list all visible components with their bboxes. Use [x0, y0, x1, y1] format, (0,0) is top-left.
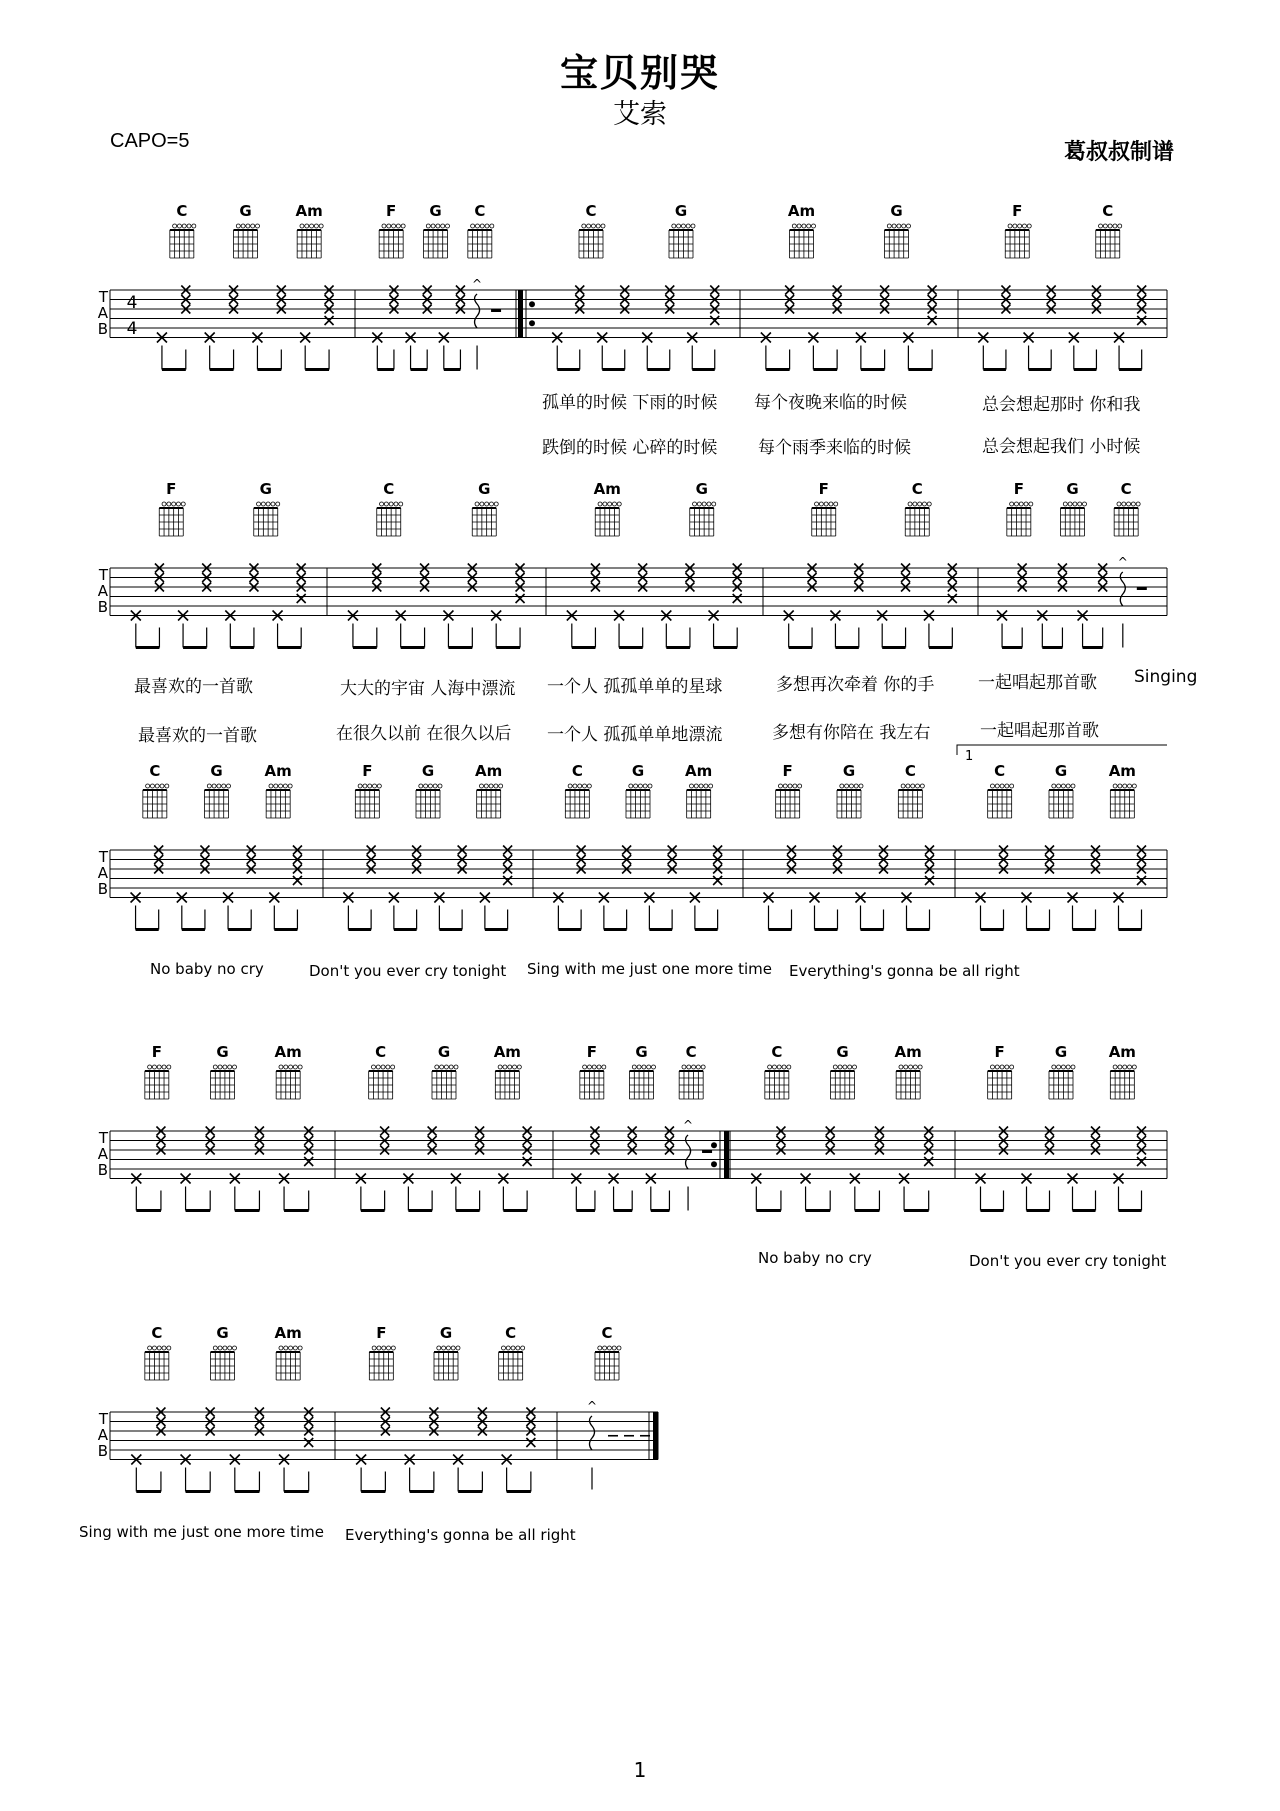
chord-diagram — [1096, 202, 1122, 258]
tab-x-note — [733, 594, 742, 603]
chord-name: C — [149, 762, 161, 780]
chord-name: F — [151, 1043, 162, 1061]
rest — [702, 1150, 712, 1153]
chord-name: G — [437, 1043, 451, 1061]
chord-name: G — [478, 480, 491, 498]
chord-name: Am — [475, 762, 503, 780]
chord-name: F — [586, 1043, 597, 1061]
lyric-line: Everything's gonna be all right — [789, 962, 1020, 980]
chord-diagram — [630, 1043, 656, 1099]
chord-diagram — [369, 1043, 395, 1099]
arranger-credit: 葛叔叔制谱 — [1063, 140, 1174, 165]
chord-name: G — [210, 762, 223, 780]
arpeggio-arrow: ^ — [586, 1399, 598, 1413]
chord-name: G — [1054, 1043, 1068, 1061]
tab-label-b: B — [97, 598, 108, 616]
chord-name: Am — [295, 202, 323, 220]
chord-name: C — [771, 1043, 783, 1061]
chord-diagram — [265, 762, 293, 818]
tab-x-note — [516, 594, 525, 603]
chord-name: C — [904, 762, 916, 780]
tab-x-note — [304, 1438, 313, 1447]
chord-diagram — [145, 1043, 171, 1099]
repeat-dot — [529, 320, 535, 326]
chord-name: C — [375, 1043, 387, 1061]
chord-name: Am — [493, 1043, 521, 1061]
chord-diagram — [379, 202, 405, 258]
lyric-line: 一起唱起那首歌 — [978, 673, 1097, 693]
chord-diagram — [211, 1043, 237, 1099]
chord-diagram — [905, 480, 931, 536]
tab-x-note — [948, 594, 957, 603]
chord-diagram — [685, 762, 713, 818]
lyric-line: Everything's gonna be all right — [345, 1526, 576, 1544]
lyric-line: 跌倒的时候 心碎的时候 — [542, 438, 718, 458]
tab-label-b: B — [97, 1161, 108, 1179]
chord-name: C — [685, 1043, 697, 1061]
artist-name: 艾索 — [613, 99, 667, 130]
chord-diagram — [145, 1324, 171, 1380]
chord-diagram — [669, 202, 695, 258]
lyric-line: 在很久以前 在很久以后 — [336, 724, 512, 744]
tab-label-b: B — [97, 1442, 108, 1460]
lyric-line: Don't you ever cry tonight — [309, 962, 507, 980]
chord-name: F — [386, 202, 397, 220]
chord-diagram — [499, 1324, 525, 1380]
tab-x-note — [503, 876, 512, 885]
chord-diagram — [1061, 480, 1087, 536]
tab-x-note — [325, 316, 334, 325]
tab-label-a: A — [97, 1426, 108, 1444]
tab-label-a: A — [97, 1145, 108, 1163]
chord-diagram — [898, 762, 924, 818]
chord-diagram — [831, 1043, 857, 1099]
lyric-line: 多想再次牵着 你的手 — [776, 675, 935, 695]
chord-diagram — [626, 762, 652, 818]
repeat-dot — [529, 301, 535, 307]
chord-diagram — [369, 1324, 395, 1380]
tab-x-note — [304, 1157, 313, 1166]
chord-diagram — [988, 762, 1014, 818]
tab-label-b: B — [97, 880, 108, 898]
chord-diagram — [468, 202, 494, 258]
chord-name: G — [239, 202, 252, 220]
lyric-line: 多想有你陪在 我左右 — [772, 723, 931, 743]
chord-name: G — [1054, 762, 1068, 780]
lyric-line: 最喜欢的一首歌 — [138, 726, 257, 746]
chord-name: G — [429, 202, 442, 220]
chord-name: G — [631, 762, 645, 780]
chord-diagram — [595, 1324, 621, 1380]
chord-name: G — [216, 1043, 229, 1061]
lyric-line: Don't you ever cry tonight — [969, 1252, 1167, 1270]
chord-name: G — [421, 762, 435, 780]
tab-x-note — [713, 876, 722, 885]
repeat-dot — [711, 1142, 717, 1148]
chord-diagram — [296, 202, 324, 258]
chord-name: F — [994, 1043, 1005, 1061]
chord-name: C — [151, 1324, 163, 1342]
tab-x-note — [925, 876, 934, 885]
chord-name: Am — [274, 1324, 302, 1342]
lyric-line: 孤单的时候 下雨的时候 — [542, 393, 718, 413]
chord-name: G — [836, 1043, 849, 1061]
lyric-line: 总会想起我们 小时候 — [982, 437, 1141, 457]
repeat-end-bar — [724, 1131, 729, 1179]
chord-name: F — [818, 480, 829, 498]
chord-name: G — [695, 480, 708, 498]
chord-diagram — [275, 1043, 303, 1099]
chord-name: C — [601, 1324, 613, 1342]
chord-name: F — [1012, 202, 1023, 220]
tab-x-note — [928, 316, 937, 325]
tab-label-a: A — [97, 864, 108, 882]
lyric-line: Sing with me just one more time — [79, 1523, 325, 1541]
chord-diagram — [788, 202, 816, 258]
tab-x-note — [1137, 1157, 1146, 1166]
chord-diagram — [211, 1324, 237, 1380]
arpeggio-arrow: ^ — [472, 277, 483, 291]
chord-name: G — [216, 1324, 229, 1342]
lyric-line: 最喜欢的一首歌 — [134, 677, 253, 697]
chord-diagram — [494, 1043, 522, 1099]
chord-diagram — [275, 1324, 303, 1380]
chord-diagram — [580, 1043, 606, 1099]
chord-diagram — [355, 762, 381, 818]
chord-diagram — [895, 1043, 923, 1099]
chord-name: G — [439, 1324, 453, 1342]
chord-name: C — [571, 762, 583, 780]
chord-diagram — [837, 762, 863, 818]
repeat-start-bar — [518, 290, 523, 338]
lyric-line: 一起唱起那首歌 — [980, 721, 1099, 741]
chord-name: Am — [1108, 762, 1136, 780]
chord-name: C — [585, 202, 597, 220]
chord-diagram — [254, 480, 280, 536]
chord-diagram — [170, 202, 196, 258]
tab-label-t: T — [98, 1129, 108, 1147]
chord-name: F — [376, 1324, 387, 1342]
chord-name: G — [259, 480, 272, 498]
lyric-line: 一个人 孤孤单单地漂流 — [547, 725, 723, 745]
tab-x-note — [293, 876, 302, 885]
chord-name: C — [505, 1324, 517, 1342]
chord-name: Am — [593, 480, 621, 498]
chord-diagram — [579, 202, 605, 258]
tab-label-t: T — [98, 848, 108, 866]
rest — [491, 309, 501, 312]
chord-diagram — [776, 762, 802, 818]
chord-name: Am — [274, 1043, 302, 1061]
tab-label-a: A — [97, 304, 108, 322]
tab-label-t: T — [98, 288, 108, 306]
chord-diagram — [885, 202, 911, 258]
lyric-line: 大大的宇宙 人海中漂流 — [340, 679, 516, 699]
tab-label-t: T — [98, 1410, 108, 1428]
chord-name: C — [1120, 480, 1132, 498]
tab-x-note — [1137, 316, 1146, 325]
chord-diagram — [812, 480, 838, 536]
lyric-line: Sing with me just one more time — [527, 960, 773, 978]
chord-diagram — [1049, 762, 1075, 818]
chord-diagram — [472, 480, 498, 536]
volta-number: 1 — [965, 749, 974, 764]
tab-x-note — [297, 594, 306, 603]
chord-diagram — [234, 202, 260, 258]
tab-x-note — [1137, 876, 1146, 885]
song-title: 宝贝别哭 — [559, 51, 720, 95]
chord-name: G — [890, 202, 903, 220]
chord-diagram — [424, 202, 450, 258]
chord-name: F — [362, 762, 373, 780]
chord-diagram — [1109, 1043, 1137, 1099]
rest — [1137, 587, 1147, 590]
chord-diagram — [1005, 202, 1031, 258]
final-barline — [653, 1412, 658, 1460]
arpeggio-arrow: ^ — [683, 1118, 694, 1132]
time-signature-bottom: 4 — [126, 319, 138, 339]
tab-x-note — [710, 316, 719, 325]
page-number: 1 — [633, 1758, 647, 1782]
chord-name: Am — [685, 762, 713, 780]
chord-name: G — [842, 762, 856, 780]
chord-diagram — [205, 762, 231, 818]
tab-label-t: T — [98, 566, 108, 584]
chord-diagram — [679, 1043, 705, 1099]
chord-diagram — [159, 480, 185, 536]
chord-diagram — [594, 480, 622, 536]
chord-name: C — [1102, 202, 1114, 220]
tab-label-a: A — [97, 582, 108, 600]
lyric-line: 每个夜晚来临的时候 — [754, 393, 907, 413]
lyric-line: Singing — [1134, 667, 1198, 687]
chord-diagram — [690, 480, 716, 536]
chord-diagram — [416, 762, 442, 818]
chord-name: F — [166, 480, 177, 498]
arpeggio-arrow: ^ — [1117, 555, 1128, 569]
chord-diagram — [1114, 480, 1140, 536]
chord-diagram — [1109, 762, 1137, 818]
capo-indicator: CAPO=5 — [110, 130, 190, 152]
lyric-line: 每个雨季来临的时候 — [758, 438, 911, 458]
tab-label-b: B — [97, 320, 108, 338]
chord-name: C — [474, 202, 486, 220]
chord-diagram — [475, 762, 503, 818]
chord-name: Am — [787, 202, 816, 220]
lyric-line: 总会想起那时 你和我 — [982, 395, 1141, 415]
lyric-line: 一个人 孤孤单单的星球 — [547, 677, 723, 697]
chord-name: Am — [1108, 1043, 1136, 1061]
lyric-line: No baby no cry — [150, 960, 264, 978]
chord-diagram — [143, 762, 169, 818]
chord-name: Am — [264, 762, 292, 780]
chord-name: C — [383, 480, 395, 498]
repeat-dot — [711, 1161, 717, 1167]
chord-name: C — [911, 480, 923, 498]
chord-diagram — [434, 1324, 460, 1380]
chord-diagram — [377, 480, 403, 536]
chord-diagram — [1007, 480, 1033, 536]
tab-x-note — [523, 1157, 532, 1166]
time-signature-top: 4 — [126, 293, 138, 313]
chord-diagram — [765, 1043, 791, 1099]
chord-name: Am — [894, 1043, 922, 1061]
chord-diagram — [565, 762, 591, 818]
chord-name: F — [782, 762, 793, 780]
chord-name: C — [176, 202, 188, 220]
lyric-line: No baby no cry — [758, 1249, 872, 1267]
tab-x-note — [526, 1438, 535, 1447]
chord-name: F — [1013, 480, 1024, 498]
chord-diagram — [988, 1043, 1014, 1099]
chord-diagram — [1049, 1043, 1075, 1099]
chord-diagram — [432, 1043, 458, 1099]
chord-name: G — [1066, 480, 1079, 498]
chord-name: C — [994, 762, 1006, 780]
chord-name: G — [635, 1043, 648, 1061]
tab-x-note — [924, 1157, 933, 1166]
chord-name: G — [674, 202, 688, 220]
volta-bracket — [957, 745, 1167, 755]
